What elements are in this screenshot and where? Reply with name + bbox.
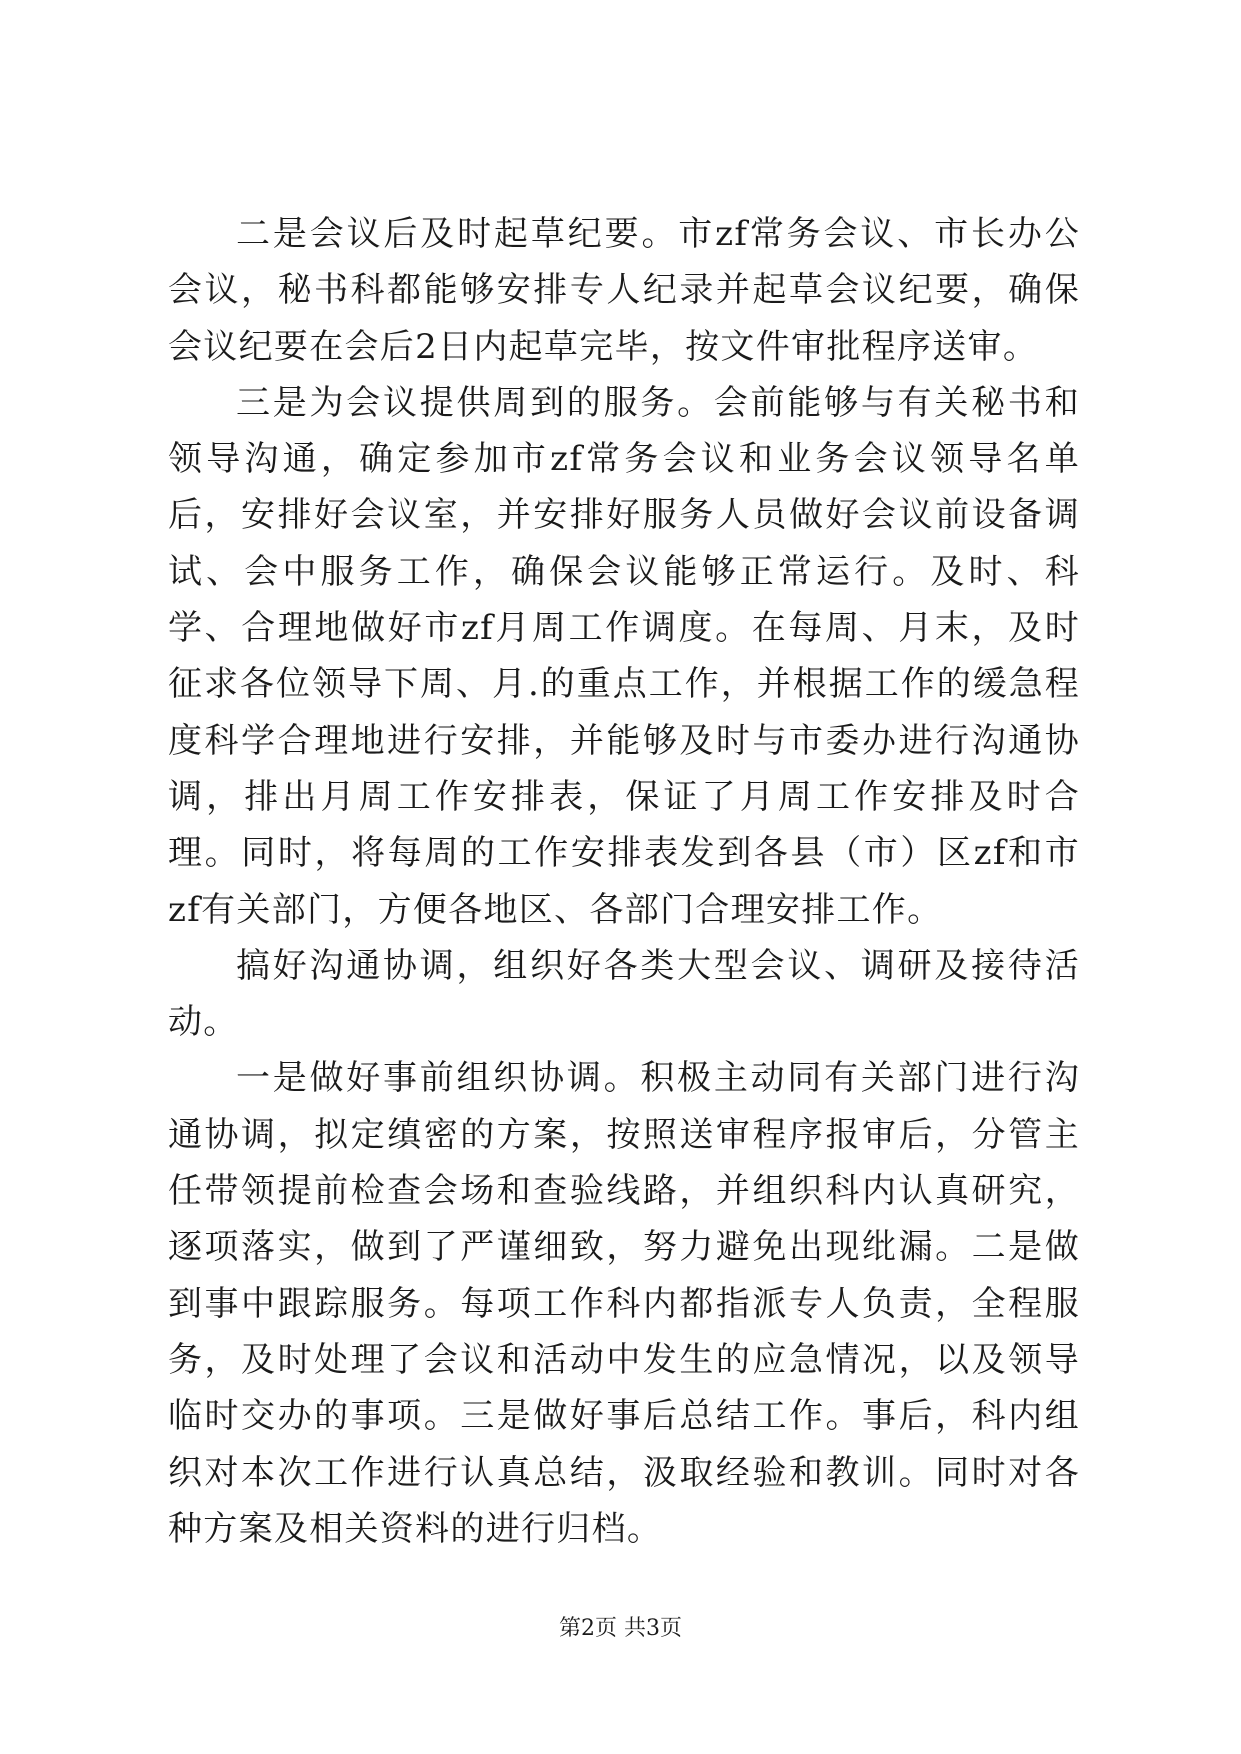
paragraph-meeting-minutes: 二是会议后及时起草纪要。市zf常务会议、市长办公会议，秘书科都能够安排专人纪录并起草会议纪要，确保会议纪要在会后2日内起草完毕，按文件审批程序送审。	[168, 214, 1080, 367]
paragraph-meeting-service: 三是为会议提供周到的服务。会前能够与有关秘书和领导沟通，确定参加市zf常务会议和业务会议领导名单后，安排好会议室，并安排好服务人员做好会议前设备调试、会中服务工作，确保会议能够正常运行。及时、科学、合理地做好市zf月周工作调度。在每周、月末，及时征求各位领导下周、月.的重点工作，并根据工作的缓急程度科学合理地进行安排，并能够及时与市委办进行沟通协调，排出月周工作安排表，保证了月周工作安排及时合理。同时，将每周的工作安排表发到各县（市）区zf和市zf有关部门，方便各地区、各部门合理安排工作。	[168, 382, 1080, 930]
paragraph-coordination-heading: 搞好沟通协调，组织好各类大型会议、调研及接待活动。	[168, 945, 1080, 1043]
document-body	[168, 206, 1080, 1557]
paragraph-event-organization: 一是做好事前组织协调。积极主动同有关部门进行沟通协调，拟定缜密的方案，按照送审程序报审后，分管主任带领提前检查会场和查验线路，并组织科内认真研究，逐项落实，做到了严谨细致，努力避免出现纰漏。二是做到事中跟踪服务。每项工作科内都指派专人负责，全程服务，及时处理了会议和活动中发生的应急情况，以及领导临时交办的事项。三是做好事后总结工作。事后，科内组织对本次工作进行认真总结，汲取经验和教训。同时对各种方案及相关资料的进行归档。	[168, 1058, 1080, 1549]
page-number-footer: 第2页 共3页	[559, 1616, 682, 1641]
